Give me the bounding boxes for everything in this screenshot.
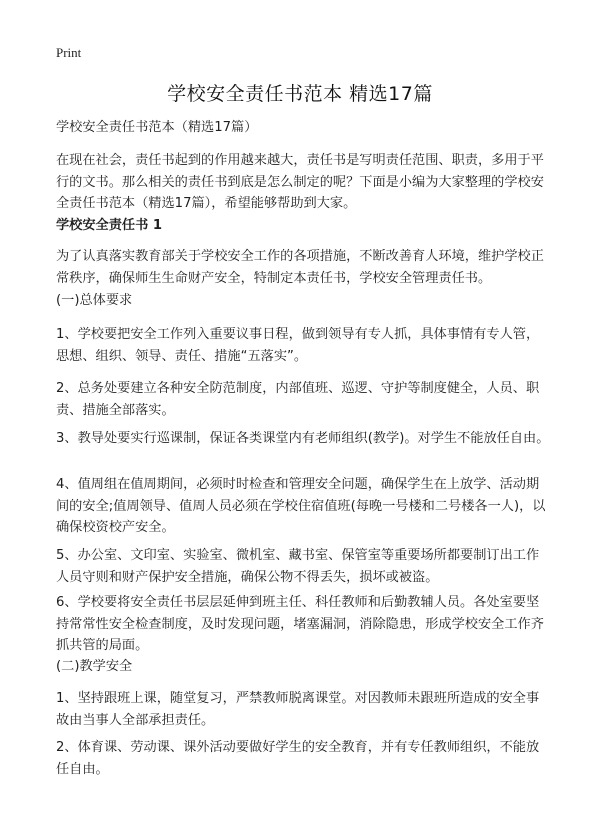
part2-heading: (二)教学安全 — [56, 659, 133, 674]
document-title: 学校安全责任书范本 精选17篇 — [167, 83, 433, 105]
print-label[interactable]: Print — [56, 45, 82, 60]
intro-paragraph: 在现在社会，责任书起到的作用越来越大，责任书是写明责任范围、职责，多用于平行的文书。那么相关的责任书到底是怎么制定的呢？下面是小编为大家整理的学校安全责任书范本（精选17篇），希望能够帮助到大家。 — [56, 153, 544, 211]
item-3: 3、教导处要实行巡课制，保证各类课堂内有老师组织(教学)。对学生不能放任自由。 — [56, 431, 550, 446]
document-subtitle: 学校安全责任书范本（精选17篇） — [56, 120, 258, 135]
section-heading: 学校安全责任书 1 — [56, 218, 163, 233]
teaching-item-1: 1、坚持跟班上课，随堂复习，严禁教师脱离课堂。对因教师未跟班所造成的安全事故由当事人全部承担责任。 — [56, 691, 540, 728]
part1-heading: (一)总体要求 — [56, 293, 133, 308]
item-5: 5、办公室、文印室、实验室、微机室、藏书室、保管室等重要场所都要制订出工作人员守则和财产保护安全措施，确保公物不得丢失，损坏或被盗。 — [56, 548, 540, 585]
teaching-item-2: 2、体育课、劳动课、课外活动要做好学生的安全教育，并有专任教师组织，不能放任自由。 — [56, 740, 540, 777]
item-6: 6、学校要将安全责任书层层延伸到班主任、科任教师和后勤教辅人员。各处室要坚持常常性安全检查制度，及时发现问题，堵塞漏洞，消除隐患，形成学校安全工作齐抓共管的局面。 — [56, 595, 544, 653]
item-2: 2、总务处要建立各种安全防范制度，内部值班、巡逻、守护等制度健全，人员、职责、措施全部落实。 — [56, 381, 540, 418]
item-4: 4、值周组在值周期间，必须时时检查和管理安全问题，确保学生在上放学、活动期间的安全;值周领导、值周人员必须在学校住宿值班(每晚一号楼和二号楼各一人)，以确保校资校产安全。 — [56, 477, 546, 535]
purpose-paragraph: 为了认真落实教育部关于学校安全工作的各项措施，不断改善育人环境，维护学校正常秩序，确保师生生命财产安全，特制定本责任书，学校安全管理责任书。 — [56, 249, 544, 286]
item-1: 1、学校要把安全工作列入重要议事日程，做到领导有专人抓，具体事情有专人管，思想、组织、领导、责任、措施“五落实”。 — [56, 327, 540, 364]
